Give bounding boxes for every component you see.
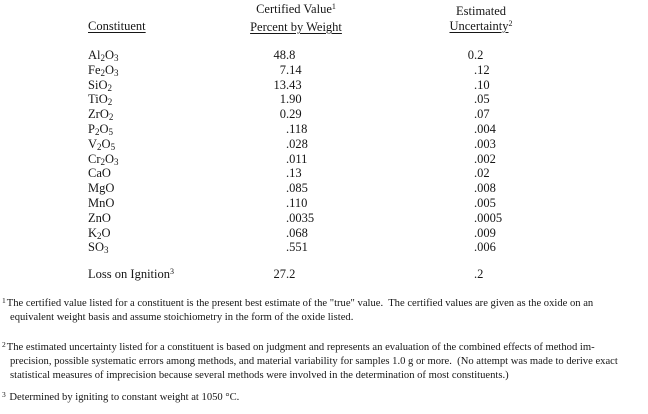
footnote-ref-2: 2 xyxy=(508,19,513,28)
footnote-1-line: equivalent weight basis and assume stoichiometry in the form of the oxide listed. xyxy=(10,312,354,323)
footnote-2-line: precision, possible systematic errors among methods, and material variability for samples 1.0 g or more. (No attempt was made to derive exact xyxy=(10,356,618,367)
table-row xyxy=(0,137,648,152)
uncertainty-value-cell: .005 xyxy=(474,196,496,210)
uncertainty-value-cell: .02 xyxy=(474,166,490,181)
constituent-cell: $SO_3$ xyxy=(88,240,109,256)
estimated-uncertainty-header-line2 xyxy=(398,19,564,34)
certified-value-cell: 0.29 xyxy=(279,107,302,122)
constituent-cell: SiO$_2$ xyxy=(88,77,112,93)
certified-value-label: Certified Value xyxy=(256,2,332,16)
footnote-ref-3: 3 xyxy=(170,267,175,277)
table-row xyxy=(0,48,648,63)
uncertainty-value-cell: 0.2 xyxy=(467,48,484,62)
table-row xyxy=(0,196,648,211)
certified-value-cell: .085 xyxy=(286,181,308,196)
certified-value-cell: .13 xyxy=(286,166,302,181)
footnote-ref-1: 1 xyxy=(331,2,336,11)
uncertainty-value-cell: .004 xyxy=(474,122,496,136)
constituent-cell: $Al_2O_3$ xyxy=(88,48,119,63)
constituent-cell: MgO xyxy=(88,181,115,196)
uncertainty-value-cell: .002 xyxy=(474,151,496,166)
certified-value-cell: 48.8 xyxy=(273,48,296,62)
table-row xyxy=(0,211,648,226)
constituent-cell: $K_2O$ xyxy=(88,225,111,241)
footnote-marker-1: 1 xyxy=(2,295,6,305)
constituent-cell: TiO$_2$ xyxy=(88,92,113,108)
footnote-2 xyxy=(2,341,648,383)
column-header-certified-value xyxy=(213,2,379,35)
certified-value-header-line2 xyxy=(213,20,379,35)
footnote-3-line: $^3$ Determined by igniting to constant weight at 1050 °C. xyxy=(2,389,240,403)
uncertainty-value-cell: .008 xyxy=(474,181,496,196)
table-row xyxy=(0,92,648,107)
uncertainty-label: Uncertainty xyxy=(449,19,509,33)
estimated-uncertainty-header-line1 xyxy=(398,4,564,19)
footnote-2-line: $^2$The estimated uncertainty listed for a constituent is based on judgment and represents an evaluation of the combined effects of method im- xyxy=(2,339,595,353)
uncertainty-value-cell: .006 xyxy=(474,240,496,255)
certified-value-cell: 1.90 xyxy=(279,92,302,107)
table-row xyxy=(0,181,648,196)
uncertainty-value-cell: .12 xyxy=(474,62,490,77)
table-row xyxy=(0,152,648,167)
constituent-cell: $Cr_2O_3$ xyxy=(88,151,119,167)
certified-value-cell: .028 xyxy=(286,136,308,151)
table-row xyxy=(0,240,648,255)
table-row xyxy=(0,107,648,122)
estimated-label: Estimated xyxy=(456,4,506,18)
footnote-1-line: $^1$The certified value listed for a constituent is the present best estimate of the "true" value. The certified values are given as the oxide on an xyxy=(2,295,594,309)
certified-value-header-line1 xyxy=(213,2,379,17)
certified-value-cell: .118 xyxy=(286,122,308,136)
footnote-3 xyxy=(2,391,648,405)
footnote-marker-2: 2 xyxy=(2,339,6,349)
footnote-1 xyxy=(2,297,648,325)
certified-value-cell: 27.2 xyxy=(273,267,296,282)
constituent-cell: $V_2O_5$ xyxy=(88,136,116,152)
percent-by-weight-label: Percent by Weight xyxy=(250,20,342,34)
certified-value-cell: .0035 xyxy=(286,210,315,225)
constituent-cell: $Fe_2O_3$ xyxy=(88,62,119,78)
column-header-constituent xyxy=(88,19,146,34)
table-row xyxy=(0,166,648,181)
table-row xyxy=(0,78,648,93)
table-row xyxy=(0,122,648,137)
constituent-cell: Loss on Ignition$^3$ xyxy=(88,267,175,282)
footnotes xyxy=(2,297,648,405)
certified-value-cell: .110 xyxy=(286,196,308,210)
column-header-estimated-uncertainty xyxy=(398,4,564,34)
uncertainty-value-cell: .2 xyxy=(474,267,484,282)
table-row xyxy=(0,226,648,241)
constituent-cell: $P_2O_5$ xyxy=(88,122,113,137)
certified-value-cell: .011 xyxy=(286,151,308,166)
footnote-2-line: statistical measures of imprecision because several methods were involved in the determination of most constituents.) xyxy=(10,370,509,381)
certified-value-cell: .068 xyxy=(286,225,308,240)
certified-value-cell: 13.43 xyxy=(273,77,302,92)
uncertainty-value-cell: .10 xyxy=(474,77,490,92)
constituent-cell: ZrO$_2$ xyxy=(88,107,114,123)
table-row xyxy=(0,267,648,282)
uncertainty-value-cell: .07 xyxy=(474,107,490,122)
footnote-marker-3: 3 xyxy=(2,389,6,399)
uncertainty-value-cell: .009 xyxy=(474,225,496,240)
table-row xyxy=(0,63,648,78)
constituent-cell: MnO xyxy=(88,196,115,210)
constituent-cell: CaO xyxy=(88,166,111,181)
constituent-header-label: Constituent xyxy=(88,19,146,33)
uncertainty-value-cell: .0005 xyxy=(474,210,503,225)
certified-value-cell: .551 xyxy=(286,240,308,255)
uncertainty-value-cell: .05 xyxy=(474,92,490,107)
constituent-cell: ZnO xyxy=(88,210,111,225)
certified-value-cell: 7.14 xyxy=(279,62,302,77)
uncertainty-value-cell: .003 xyxy=(474,136,496,151)
